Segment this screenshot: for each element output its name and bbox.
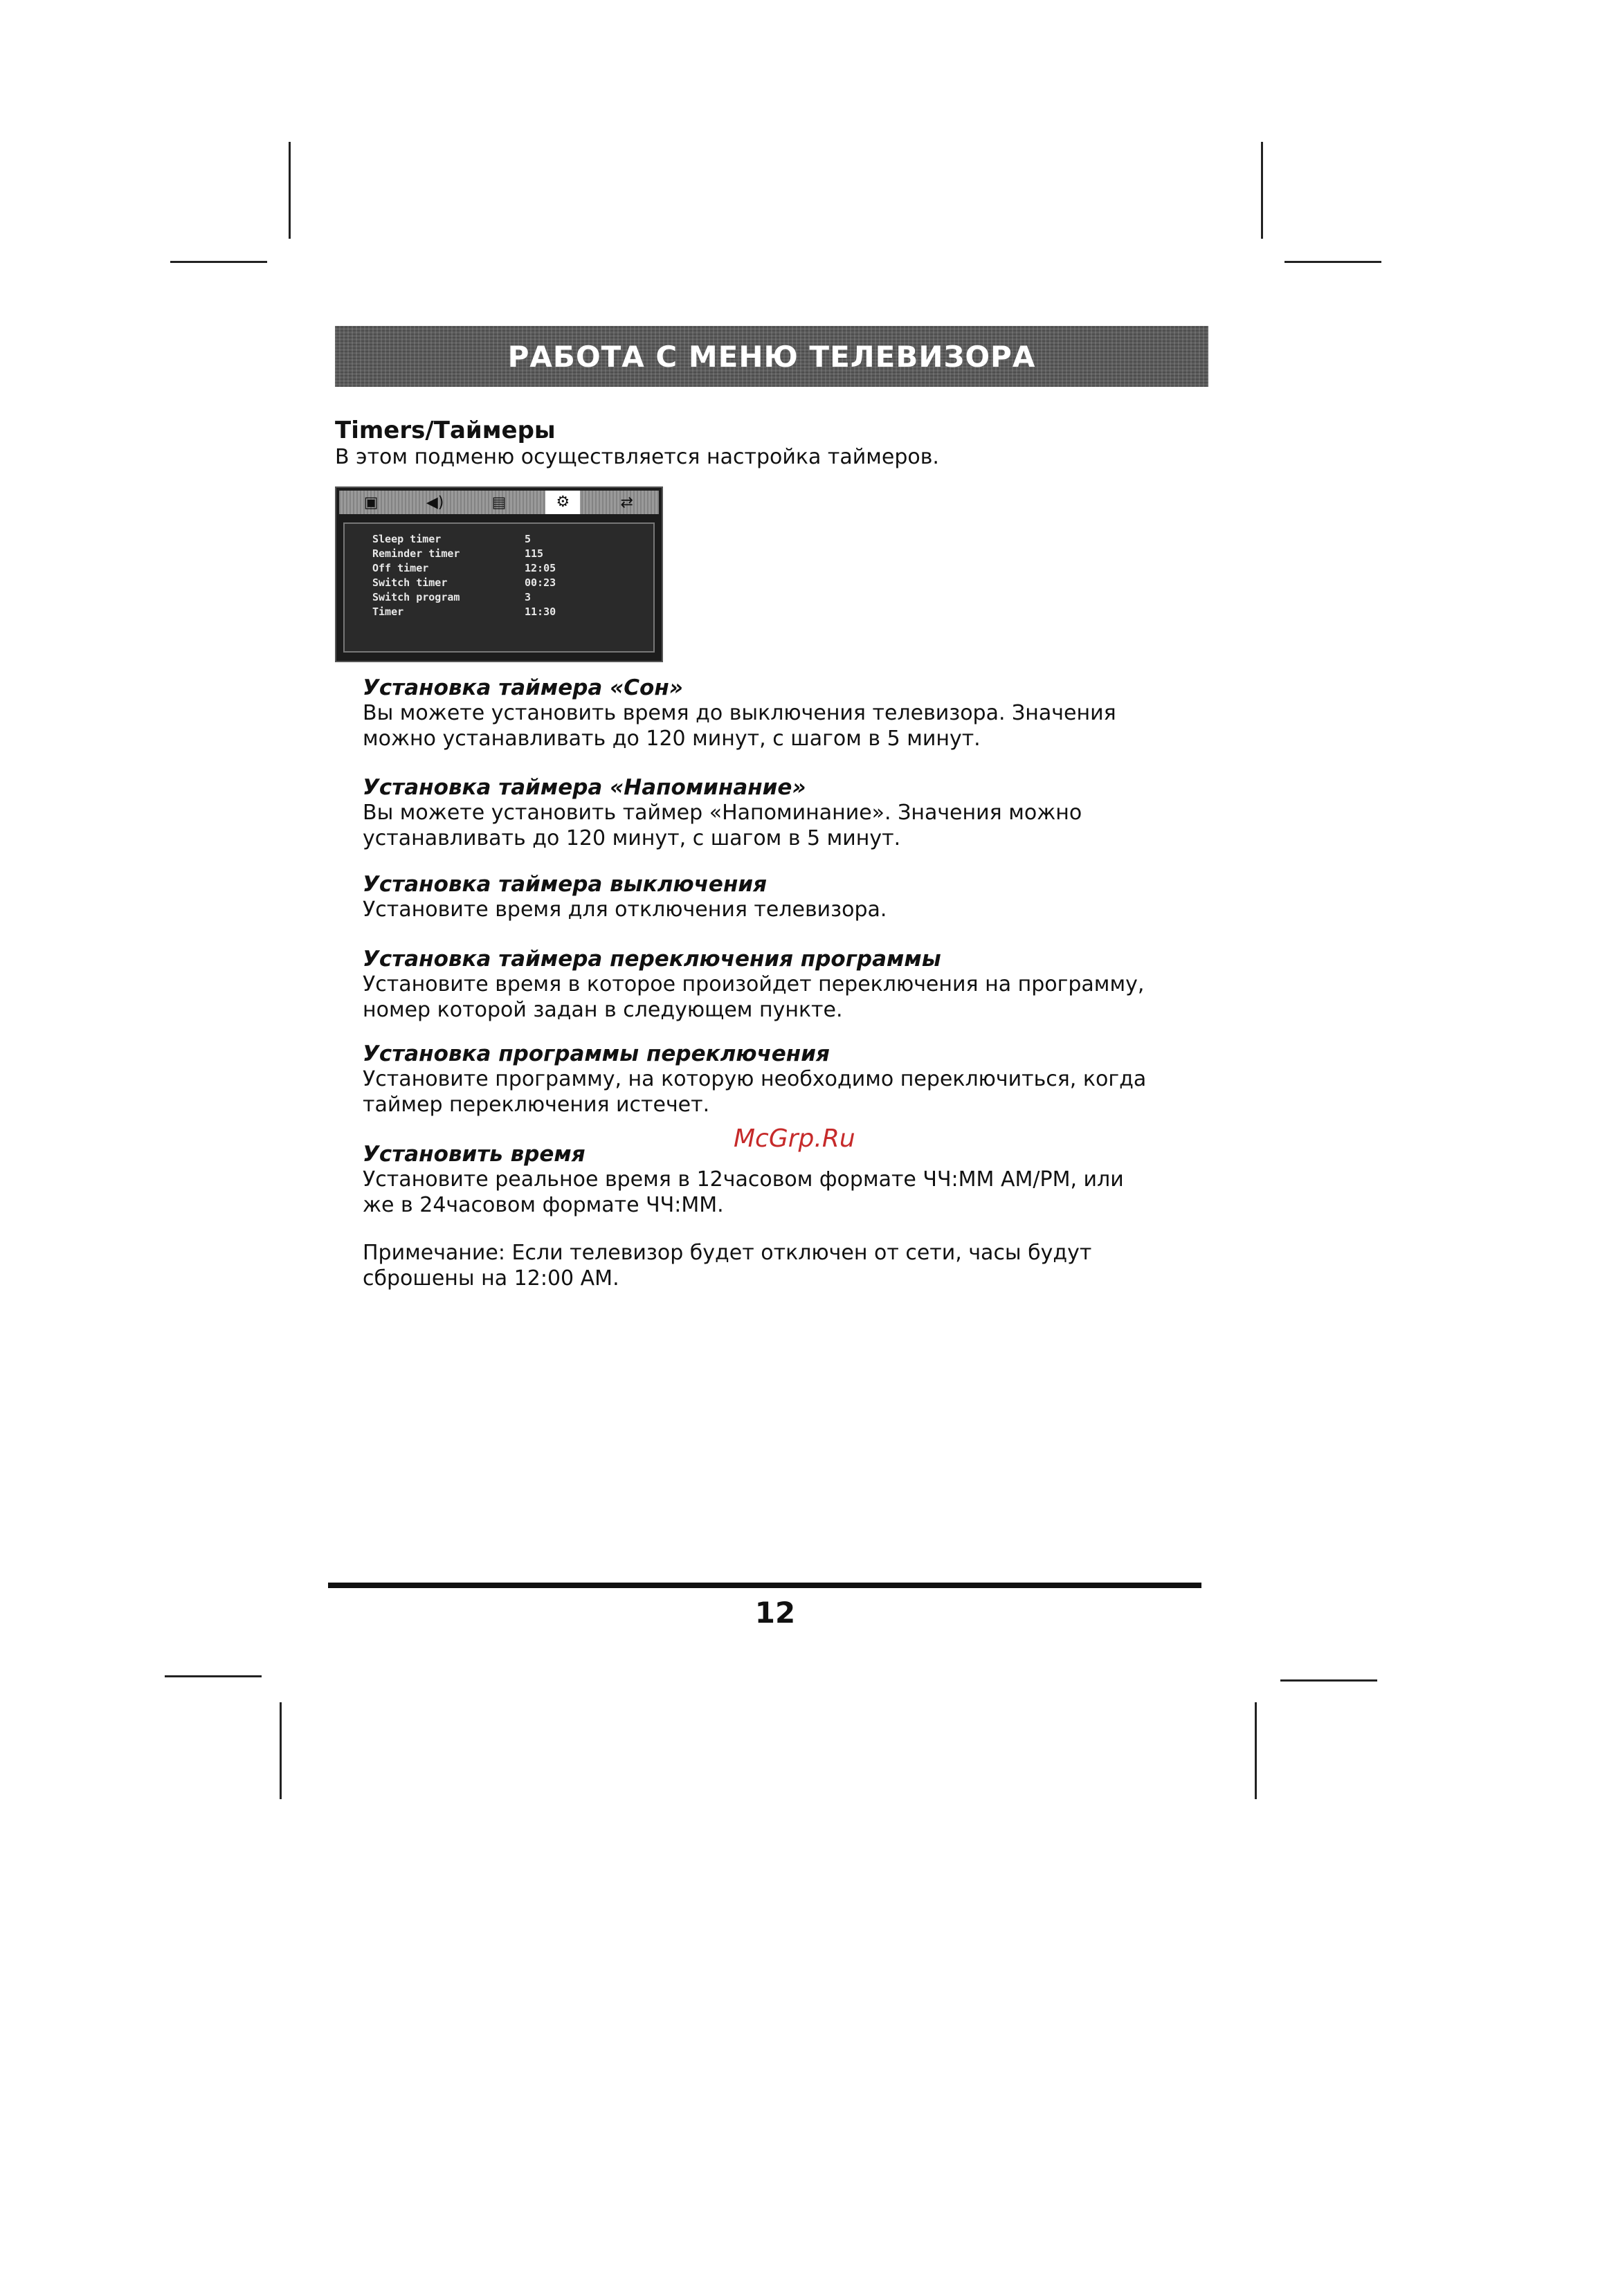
osd-row xyxy=(372,547,635,561)
subsection-switch-timer xyxy=(363,947,1159,1023)
osd-row-value: 115 xyxy=(525,547,544,560)
subsection-line: таймер переключения истечет. xyxy=(363,1093,710,1117)
osd-row xyxy=(372,576,635,590)
crop-mark xyxy=(289,142,291,239)
function-tab-icon: ⇄ xyxy=(620,493,633,511)
crop-mark xyxy=(170,261,267,263)
crop-mark xyxy=(1284,261,1381,263)
subsection-line: устанавливать до 120 минут, с шагом в 5 минут. xyxy=(363,826,901,850)
subsection-title: Установить время xyxy=(363,1142,585,1167)
subsection-line: Вы можете установить таймер «Напоминание». Значения можно xyxy=(363,801,1082,825)
crop-mark xyxy=(1280,1679,1377,1682)
crop-mark xyxy=(165,1675,262,1677)
subsection-set-time xyxy=(363,1142,1159,1218)
osd-row-value: 5 xyxy=(525,533,532,545)
subsection-line: Установите время для отключения телевизора. xyxy=(363,898,887,922)
osd-row-label: Reminder timer xyxy=(372,547,460,560)
osd-row-value: 11:30 xyxy=(525,605,556,618)
channel-tab-icon: ▤ xyxy=(491,493,507,511)
subsection-reminder-timer xyxy=(363,775,1159,851)
subsection-title: Установка таймера выключения xyxy=(363,872,768,897)
note-line: Примечание: Если телевизор будет отключен от сети, часы будут xyxy=(363,1241,1092,1265)
subsection-line: Установите реальное время в 12часовом формате ЧЧ:ММ AM/PM, или xyxy=(363,1167,1124,1192)
note-line: сброшены на 12:00 AM. xyxy=(363,1266,619,1291)
subsection-line: номер которой задан в следующем пункте. xyxy=(363,998,843,1022)
subsection-title: Установка программы переключения xyxy=(363,1041,830,1066)
subsection-line: Установите программу, на которую необходимо переключиться, когда xyxy=(363,1067,1147,1091)
subsection-title: Установка таймера «Сон» xyxy=(363,675,683,700)
crop-mark xyxy=(1261,142,1263,239)
sound-tab-icon: ◀) xyxy=(426,493,444,511)
crop-mark xyxy=(1255,1702,1257,1799)
subsection-switch-program xyxy=(363,1041,1159,1118)
osd-row-label: Switch program xyxy=(372,591,460,603)
section-intro xyxy=(335,417,1152,470)
subsection-off-timer xyxy=(363,872,1159,922)
note xyxy=(363,1240,1159,1291)
osd-row-value: 12:05 xyxy=(525,562,556,574)
subsection-line: Установите время в которое произойдет переключения на программу, xyxy=(363,972,1145,996)
watermark: McGrp.Ru xyxy=(734,1124,855,1153)
subsection-title: Установка таймера переключения программы xyxy=(363,947,941,972)
subsection-title: Установка таймера «Напоминание» xyxy=(363,775,806,800)
page-number: 12 xyxy=(754,1596,796,1630)
osd-timer-panel xyxy=(343,522,655,653)
osd-row-label: Timer xyxy=(372,605,404,618)
subsection-line: Вы можете установить время до выключения телевизора. Значения xyxy=(363,701,1116,725)
osd-row xyxy=(372,590,635,604)
osd-row-label: Sleep timer xyxy=(372,533,442,545)
footer-rule xyxy=(328,1583,1201,1588)
picture-tab-icon: ▣ xyxy=(363,493,379,511)
tv-menu-screenshot xyxy=(335,486,663,662)
osd-row-label: Switch timer xyxy=(372,576,448,589)
osd-tab-bar xyxy=(339,491,659,514)
osd-row-label: Off timer xyxy=(372,562,429,574)
section-banner xyxy=(335,326,1208,387)
section-intro-text: В этом подменю осуществляется настройка таймеров. xyxy=(335,445,939,469)
osd-row-value: 00:23 xyxy=(525,576,556,589)
subsection-line: же в 24часовом формате ЧЧ:ММ. xyxy=(363,1193,724,1217)
osd-row xyxy=(372,605,635,619)
osd-row xyxy=(372,561,635,575)
subsection-sleep-timer xyxy=(363,675,1159,751)
osd-row xyxy=(372,532,635,546)
osd-row-value: 3 xyxy=(525,591,532,603)
crop-mark xyxy=(280,1702,282,1799)
page-title: РАБОТА С МЕНЮ ТЕЛЕВИЗОРА xyxy=(507,339,1036,374)
subsection-line: можно устанавливать до 120 минут, с шагом в 5 минут. xyxy=(363,727,981,751)
timer-tab-icon: ⚙ xyxy=(545,491,580,514)
section-heading: Timers/Таймеры xyxy=(335,417,556,444)
